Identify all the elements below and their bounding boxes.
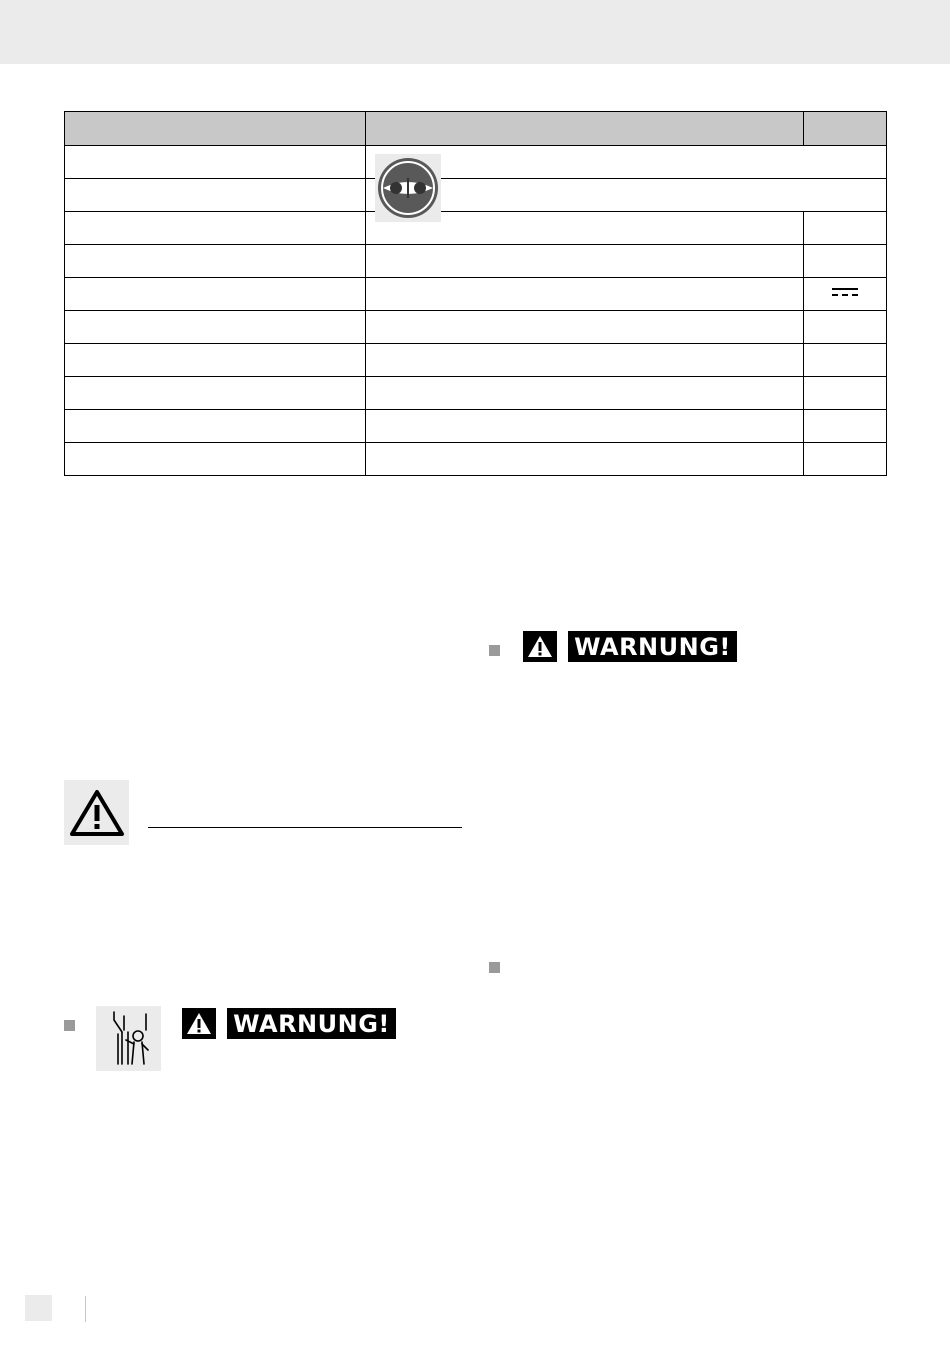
spec-value-cell: [366, 179, 887, 212]
spec-label-cell: [65, 410, 366, 443]
spec-header-cell: [366, 112, 804, 146]
spec-unit-cell: [804, 410, 887, 443]
header-band: [0, 0, 950, 64]
spec-label-cell: [65, 311, 366, 344]
spec-unit-cell: [804, 278, 887, 311]
spec-label-cell: [65, 146, 366, 179]
page-number-box: [25, 1295, 52, 1321]
spec-label-cell: [65, 245, 366, 278]
spec-unit-cell: [804, 344, 887, 377]
warning-symbol-box: [64, 780, 129, 845]
warning-label: WARNUNG!: [568, 631, 737, 662]
warning-badge: [182, 1008, 396, 1039]
footer-divider: [85, 1296, 86, 1322]
warning-triangle-icon: [182, 1008, 216, 1039]
warning-label: WARNUNG!: [227, 1008, 396, 1039]
table-row: [65, 311, 887, 344]
section-underline: [148, 827, 462, 828]
spec-unit-cell: [804, 245, 887, 278]
table-row: [65, 377, 887, 410]
list-bullet: [64, 1020, 75, 1031]
spec-label-cell: [65, 212, 366, 245]
spec-header-cell: [65, 112, 366, 146]
list-bullet: [489, 962, 500, 973]
spec-value-cell: [366, 410, 804, 443]
child-safety-box: [96, 1006, 161, 1071]
spec-value-cell: [366, 377, 804, 410]
spec-header-row: [65, 112, 887, 146]
table-row: [65, 245, 887, 278]
spec-label-cell: [65, 278, 366, 311]
table-row: [65, 212, 887, 245]
table-row: [65, 278, 887, 311]
direct-current-icon: [831, 286, 859, 298]
spec-label-cell: [65, 179, 366, 212]
table-row: [65, 344, 887, 377]
table-row: [65, 410, 887, 443]
spec-value-cell: [366, 146, 887, 179]
spec-value-cell: [366, 245, 804, 278]
spec-unit-cell: [804, 377, 887, 410]
table-row: [65, 179, 887, 212]
table-row: [65, 443, 887, 476]
list-bullet: [489, 645, 500, 656]
spec-value-cell: [366, 311, 804, 344]
spec-label-cell: [65, 377, 366, 410]
child-with-adult-icon: [104, 1010, 154, 1068]
warning-badge: [523, 631, 737, 662]
spec-value-cell: [366, 278, 804, 311]
spec-unit-cell: [804, 212, 887, 245]
warning-triangle-icon: [523, 631, 557, 662]
spec-value-cell: [366, 344, 804, 377]
ot-logo-icon: [375, 154, 441, 222]
spec-header-cell: [804, 112, 887, 146]
spec-unit-cell: [804, 311, 887, 344]
spec-label-cell: [65, 344, 366, 377]
warning-triangle-icon: [69, 789, 125, 837]
spec-table: [64, 111, 887, 476]
spec-value-cell: [366, 443, 804, 476]
spec-unit-cell: [804, 443, 887, 476]
spec-label-cell: [65, 443, 366, 476]
table-row: [65, 146, 887, 179]
